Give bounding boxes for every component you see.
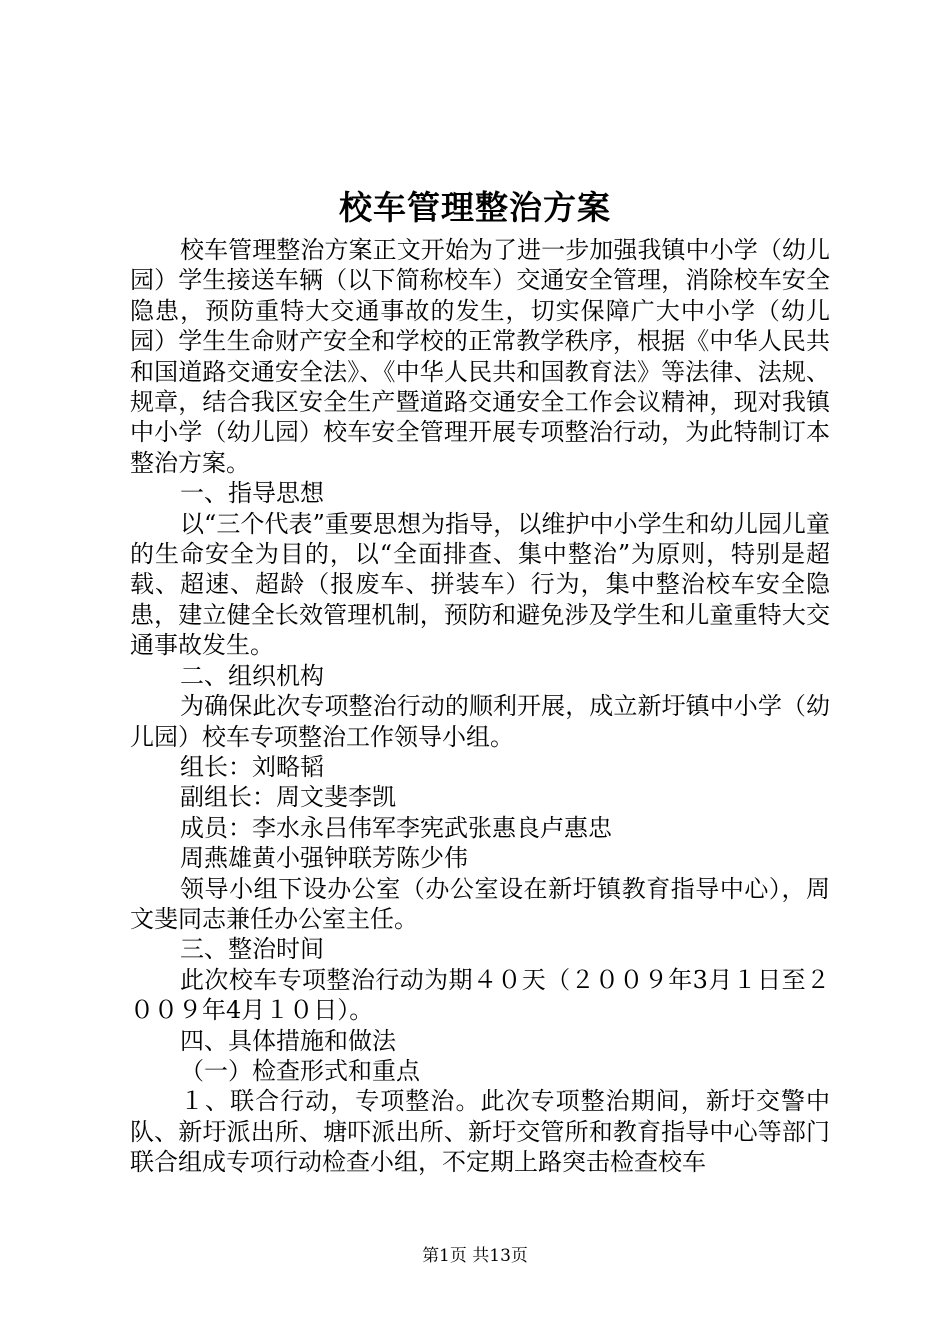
page-footer: 第1页 共13页 [422,1246,528,1266]
subsection-heading-inspection: （一）检查形式和重点 [180,1056,420,1085]
deputy-leader-line: 副组长：周文斐李凯 [180,783,396,812]
document-title: 校车管理整治方案 [339,188,611,227]
document-body [130,235,830,1178]
section-heading-guiding-ideology: 一、指导思想 [180,479,324,508]
section-heading-measures: 四、具体措施和做法 [180,1026,396,1055]
paragraph-guiding-ideology: 以“三个代表”重要思想为指导，以维护中小学生和幼儿园儿童的生命安全为目的，以“全面排查、集中整治”为原则，特别是超载、超速、超龄（报废车、拼装车）行为，集中整治校车安全隐患，建立健全长效管理机制，预防和避免涉及学生和儿童重特大交通事故发生。 [130,509,830,660]
section-heading-time: 三、整治时间 [180,935,324,964]
members-continued-line: 周燕雄黄小强钟联芳陈少伟 [180,844,468,873]
paragraph-intro: 校车管理整治方案正文开始为了进一步加强我镇中小学（幼儿园）学生接送车辆（以下简称校车）交通安全管理，消除校车安全隐患，预防重特大交通事故的发生，切实保障广大中小学（幼儿园）学生生命财产安全和学校的正常教学秩序，根据《中华人民共和国道路交通安全法》、《中华人民共和国教育法》等法律、法规、规章，结合我区安全生产暨道路交通安全工作会议精神，现对我镇中小学（幼儿园）校车安全管理开展专项整治行动，为此特制订本整治方案。 [130,236,830,477]
paragraph-office: 领导小组下设办公室（办公室设在新圩镇教育指导中心），周文斐同志兼任办公室主任。 [130,874,830,933]
team-leader-line: 组长：刘略韬 [180,752,324,781]
section-heading-organization: 二、组织机构 [180,661,324,690]
paragraph-time: 此次校车专项整治行动为期４０天（２００９年3月１日至２００９年4月１０日）。 [130,965,830,1025]
paragraph-joint-action: １、联合行动，专项整治。此次专项整治期间，新圩交警中队、新圩派出所、塘吓派出所、新圩交管所和教育指导中心等部门联合组成专项行动检查小组，不定期上路突击检查校车 [130,1087,830,1177]
paragraph-organization: 为确保此次专项整治行动的顺利开展，成立新圩镇中小学（幼儿园）校车专项整治工作领导小组。 [130,692,830,751]
members-line: 成员：李水永吕伟军李宪武张惠良卢惠忠 [180,813,612,842]
